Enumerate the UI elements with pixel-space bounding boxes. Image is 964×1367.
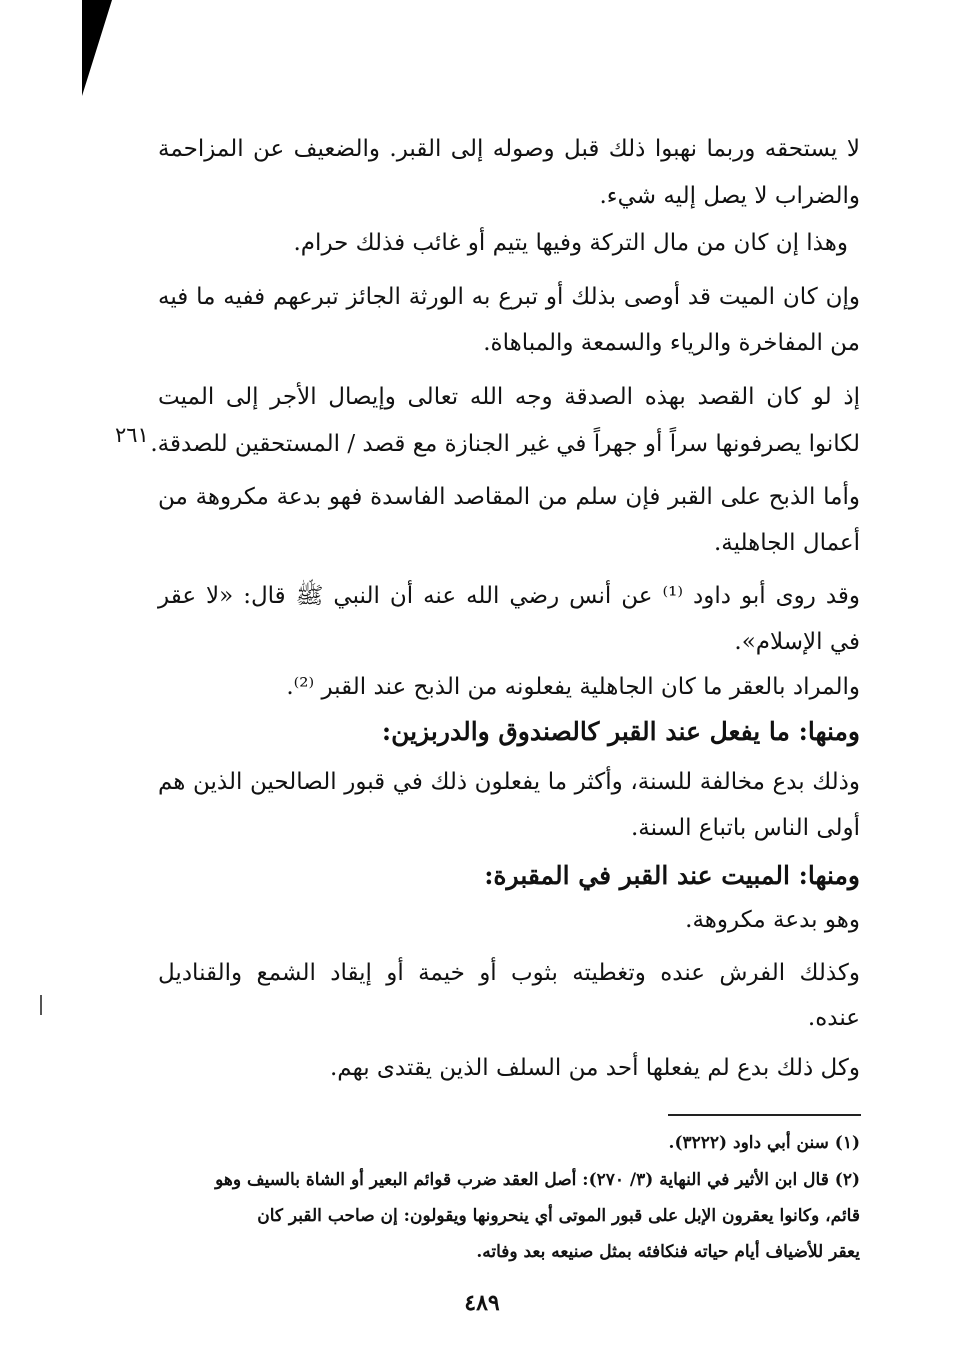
footnote-separator [668,1114,861,1116]
footnote-2-line-3: يعقر للأضياف أيام حياته فنكافئه بمثل صنيعه بعد وفاته. [476,1242,860,1262]
paragraph-5-line-1: وأما الذبح على القبر فإن سلم من المقاصد الفاسدة فهو بدعة مكروهة من [158,484,860,510]
footnote-2-line-2: قائم، وكانوا يعقرون الإبل على قبور الموتى أي ينحرونها ويقولون: إن صاحب القبر كان [257,1206,860,1226]
paragraph-11: وكل ذلك بدع لم يفعلها أحد من السلف الذين يقتدى بهم. [330,1055,860,1081]
paragraph-4-line-2: لكانوا يصرفونها سراً أو جهراً في غير الجنازة مع قصد / المستحقين للصدقة. [150,431,860,457]
paragraph-6-line-2: في الإسلام». [734,629,860,655]
paragraph-9: وهو بدعة مكروهة. [685,907,860,933]
paragraph-1-line-1: لا يستحقه وربما نهبوا ذلك قبل وصوله إلى القبر. والضعيف عن المزاحمة [158,136,860,162]
paragraph-8-line-2: أولى الناس باتباع السنة. [630,815,860,841]
paragraph-10-line-2: عنده. [807,1005,860,1031]
paragraph-2: وهذا إن كان من مال التركة وفيها يتيم أو غائب فذلك حرام. [293,230,848,256]
corner-triangle-mark [0,0,112,96]
margin-page-reference: ٢٦١ [115,423,149,447]
scan-margin-mark [40,995,42,1015]
section-heading-overnight-stay: ومنها: المبيت عند القبر في المقبرة: [484,861,860,890]
paragraph-3-line-1: وإن كان الميت قد أوصى بذلك أو تبرع به الورثة الجائز تبرعهم ففيه ما فيه [158,284,860,310]
paragraph-8-line-1: وذلك بدع مخالفة للسنة، وأكثر ما يفعلون ذلك في قبور الصالحين الذين هم [158,769,860,795]
footnote-1: (١) سنن أبي داود (٣٢٢٢). [668,1133,860,1153]
page-number: ٤٨٩ [464,1290,500,1316]
paragraph-1-line-2: والضراب لا يصل إليه شيء. [599,183,860,209]
paragraph-4-line-1: إذ لو كان القصد بهذه الصدقة وجه الله تعالى وإيصال الأجر إلى الميت [158,384,860,410]
section-heading-coffin-railing: ومنها: ما يفعل عند القبر كالصندوق والدربزين: [381,717,860,746]
paragraph-7: والمراد بالعقر ما كان الجاهلية يفعلونه من الذبح عند القبر ⁽²⁾. [286,674,860,700]
paragraph-3-line-2: من المفاخرة والرياء والسمعة والمباهاة. [483,330,860,356]
paragraph-5-line-2: أعمال الجاهلية. [713,530,860,556]
paragraph-10-line-1: وكذلك الفرش عنده وتغطيته بثوب أو خيمة أو إيقاد الشمع والقناديل [158,960,860,986]
paragraph-6-line-1: وقد روى أبو داود ⁽¹⁾ عن أنس رضي الله عنه أن النبي ﷺ قال: «لا عقر [158,583,860,609]
footnote-2-line-1: (٢) قال ابن الأثير في النهاية (٣/ ٢٧٠): أصل العقد ضرب قوائم البعير أو الشاة بالسيف وهو [215,1170,860,1190]
